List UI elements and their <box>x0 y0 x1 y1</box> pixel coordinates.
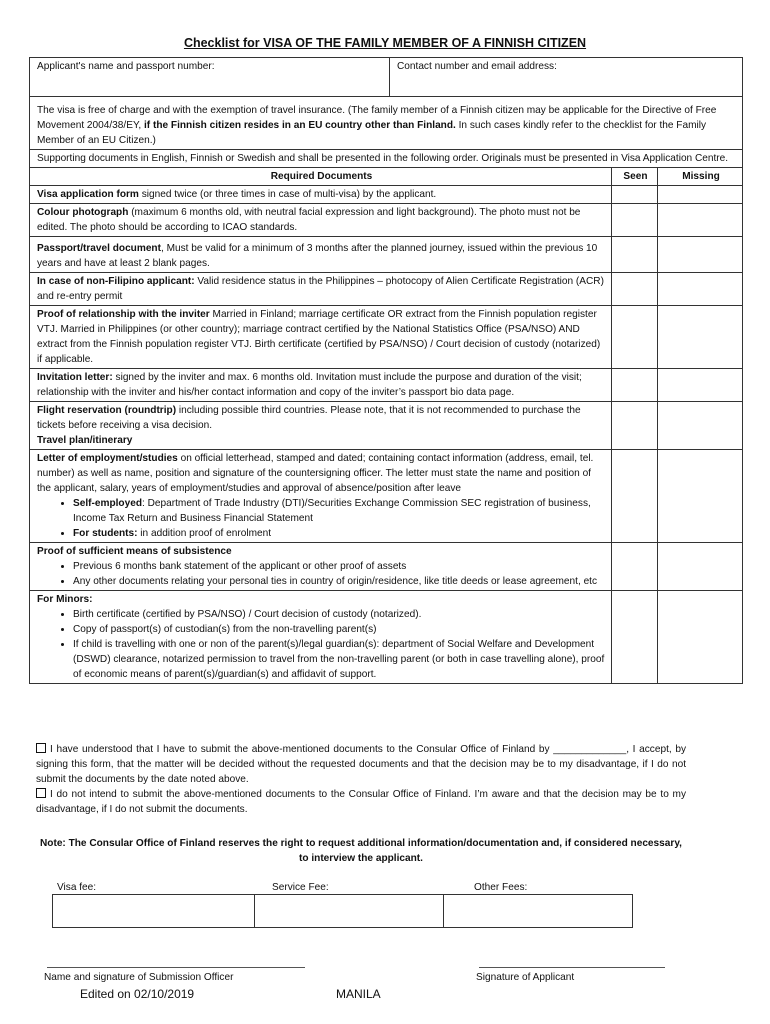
seen-cell[interactable] <box>612 543 658 591</box>
table-row <box>30 237 743 273</box>
list-item: • Birth certificate (certified by PSA/NSO) / Court decision of custody (notarized). <box>73 607 606 622</box>
seen-cell[interactable] <box>612 273 658 306</box>
doc-means: Proof of sufficient means of subsistence • Previous 6 months bank statement of the applicant or other proof of assets • Any other documents relating your personal ties in country of origin/residence, like title deeds or lease agreement, etc <box>30 543 612 591</box>
supporting-text: Supporting documents in English, Finnish or Swedish and shall be presented in the following order. Originals must be presented in Visa Application Centre. <box>30 150 743 168</box>
doc-passport: Passport/travel document, Must be valid for a minimum of 3 months after the planned journey, issued within the previous 10 years and have at least 2 blank pages. <box>30 237 612 273</box>
doc-flight: Flight reservation (roundtrip) including possible third countries. Please note, that it is not recommended to purchase the tickets before receiving a visa decision. Travel plan/itinerary <box>30 402 612 450</box>
doc-photo: Colour photograph (maximum 6 months old, with neutral facial expression and light background). The photo must not be edited. The photo should be according to ICAO standards. <box>30 204 612 237</box>
date-blank[interactable]: _____________ <box>553 744 627 755</box>
list-item: • If child is travelling with one or non of the parent(s)/legal guardian(s): department of Social Welfare and Development (DSWD) clearance, notarized permission to travel from the non-travelling parent (or both in case travelling alone), proof of economic means of parent(s)/guardian(s) and affidavit of support. <box>73 637 606 682</box>
other-fees-field[interactable] <box>444 895 633 928</box>
applicant-label: Applicant's name and passport number: <box>37 61 215 72</box>
visa-fee-field[interactable] <box>53 895 255 928</box>
applicant-signature-line[interactable] <box>479 967 665 968</box>
table-row <box>30 402 743 450</box>
service-fee-label: Service Fee: <box>272 882 329 893</box>
checklist-table <box>29 57 743 684</box>
note: Note: The Consular Office of Finland reserves the right to request additional information/documentation and, if considered necessary, to interview the applicant. <box>40 838 682 864</box>
missing-cell[interactable] <box>658 204 743 237</box>
applicant-field[interactable] <box>30 58 390 97</box>
page-title: Checklist for VISA OF THE FAMILY MEMBER OF A FINNISH CITIZEN <box>183 36 587 50</box>
ack-submit: I have understood that I have to submit the above-mentioned documents to the Consular Office of Finland by _____________, I accept, by signing this form, that the matter will be decided without the requested documents and that the decision may be to my disadvantage, if I do not submit the documents by the date noted above. <box>36 744 686 785</box>
seen-cell[interactable] <box>612 306 658 369</box>
ack-no-submit-checkbox[interactable] <box>36 788 46 798</box>
doc-minors: For Minors: • Birth certificate (certified by PSA/NSO) / Court decision of custody (notarized). • Copy of passport(s) of custodian(s) from the non-travelling parent(s) • If child is travelling with one or non of the parent(s)/legal guardian(s): department of Social Welfare and Development (DSWD) clearance, notarized permission to travel from the non-travelling parent (or both in case travelling alone), proof of economic means of parent(s)/guardian(s) and affidavit of support. <box>30 591 612 684</box>
missing-cell[interactable] <box>658 186 743 204</box>
missing-cell[interactable] <box>658 450 743 543</box>
edited-date: Edited on 02/10/2019 <box>80 987 195 1001</box>
applicant-signature-label: Signature of Applicant <box>476 972 575 983</box>
fees-table <box>52 894 633 928</box>
table-row <box>30 306 743 369</box>
table-row <box>30 450 743 543</box>
list-item: • Previous 6 months bank statement of the applicant or other proof of assets <box>73 559 606 574</box>
seen-cell[interactable] <box>612 591 658 684</box>
other-fees-label: Other Fees: <box>474 882 528 893</box>
contact-field[interactable] <box>390 58 743 97</box>
list-item: • Any other documents relating your personal ties in country of origin/residence, like title deeds or lease agreement, etc <box>73 574 606 589</box>
doc-invitation: Invitation letter: signed by the inviter and max. 6 months old. Invitation must include the purpose and duration of the visit; relationship with the inviter and his/her contact information and copy of the inviter’s passport bio data page. <box>30 369 612 402</box>
seen-cell[interactable] <box>612 450 658 543</box>
table-row <box>30 591 743 684</box>
header-required: Required Documents <box>30 168 612 186</box>
seen-cell[interactable] <box>612 402 658 450</box>
doc-visa-form: Visa application form signed twice (or three times in case of multi-visa) by the applicant. <box>30 186 612 204</box>
list-item: • For students: in addition proof of enrolment <box>73 526 606 541</box>
missing-cell[interactable] <box>658 402 743 450</box>
contact-label: Contact number and email address: <box>397 61 557 72</box>
missing-cell[interactable] <box>658 237 743 273</box>
missing-cell[interactable] <box>658 369 743 402</box>
seen-cell[interactable] <box>612 204 658 237</box>
list-item: • Copy of passport(s) of custodian(s) from the non-travelling parent(s) <box>73 622 606 637</box>
officer-signature-label: Name and signature of Submission Officer <box>44 972 234 983</box>
missing-cell[interactable] <box>658 591 743 684</box>
header-missing: Missing <box>658 168 743 186</box>
doc-relationship: Proof of relationship with the inviter Married in Finland; marriage certificate OR extract from the Finnish population register VTJ. Married in Philippines (or other country); marriage contract certified by the National Statistics Office (PSA/NSO) AND extract from the Finnish population register VTJ. Birth certificate (certified by PSA/NSO) / Court decision of custody (notarized) if applicable. <box>30 306 612 369</box>
city-label: MANILA <box>336 987 381 1001</box>
list-item: • Self-employed: Department of Trade Industry (DTI)/Securities Exchange Commission SEC registration of business, Income Tax Return and Business Financial Statement <box>73 496 606 526</box>
missing-cell[interactable] <box>658 306 743 369</box>
table-row <box>30 204 743 237</box>
doc-non-filipino: In case of non-Filipino applicant: Valid residence status in the Philippines – photocopy of Alien Certificate Registration (ACR) and re-entry permit <box>30 273 612 306</box>
missing-cell[interactable] <box>658 543 743 591</box>
seen-cell[interactable] <box>612 186 658 204</box>
visa-fee-label: Visa fee: <box>57 882 97 893</box>
header-seen: Seen <box>612 168 658 186</box>
officer-signature-line[interactable] <box>47 967 305 968</box>
acknowledgement <box>36 742 686 817</box>
table-row <box>30 186 743 204</box>
table-row <box>30 273 743 306</box>
ack-submit-checkbox[interactable] <box>36 743 46 753</box>
seen-cell[interactable] <box>612 237 658 273</box>
seen-cell[interactable] <box>612 369 658 402</box>
intro-text: The visa is free of charge and with the exemption of travel insurance. (The family member of a Finnish citizen may be applicable for the Directive of Free Movement 2004/38/EY, if the Finnish citizen resides in an EU country other than Finland. In such cases kindly refer to the checklist for the Family Member of an EU Citizen.) <box>30 97 743 150</box>
ack-no-submit: I do not intend to submit the above-mentioned documents to the Consular Office of Finland. I’m aware and that the decision may be to my disadvantage, if I do not submit the documents. <box>36 789 686 815</box>
table-row <box>30 543 743 591</box>
doc-employment: Letter of employment/studies on official letterhead, stamped and dated; containing contact information (address, email, tel. number) as well as name, position and signature of the countersigning officer. The letter must state the name and position of the applicant, salary, years of employment/studies and approval of absence/position after leave • Self-employed: Department of Trade Industry (DTI)/Securities Exchange Commission SEC registration of business, Income Tax Return and Business Financial Statement • For students: in addition proof of enrolment <box>30 450 612 543</box>
table-row <box>30 369 743 402</box>
service-fee-field[interactable] <box>255 895 444 928</box>
missing-cell[interactable] <box>658 273 743 306</box>
